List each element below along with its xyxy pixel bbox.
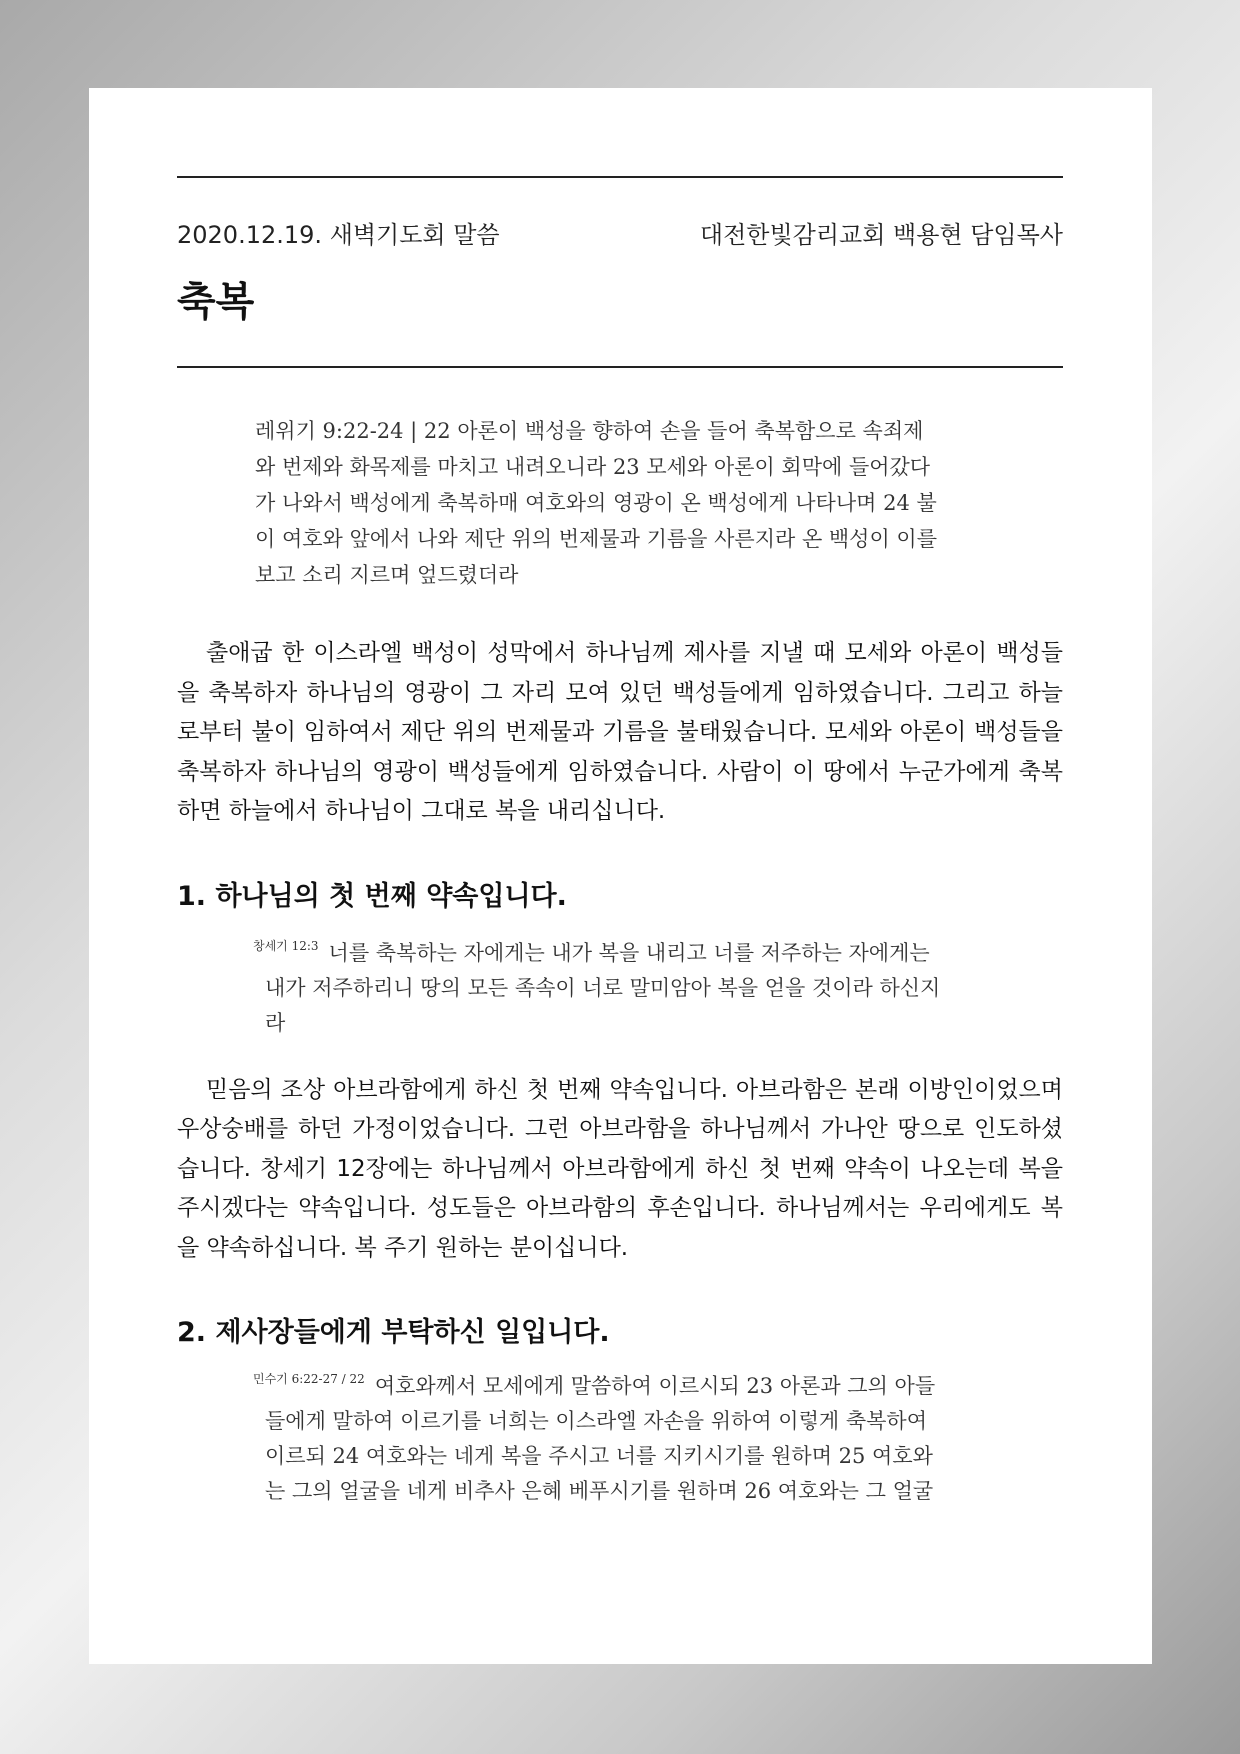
scripture-line: 가 나와서 백성에게 축복하매 여호와의 영광이 온 백성에게 나타나며 24 불	[255, 491, 937, 515]
section-1-verse	[253, 936, 985, 1041]
pastor-title: 담임목사	[970, 221, 1063, 249]
header-left	[177, 220, 500, 250]
page-content	[177, 176, 1063, 1509]
verse-reference: 민수기 6:22-27 / 22	[253, 1372, 365, 1386]
document-header	[177, 220, 1063, 250]
main-scripture	[255, 413, 985, 593]
verse-line: 는 그의 얼굴을 네게 비추사 은혜 베푸시기를 원하며 26 여호와는 그 얼굴	[265, 1479, 934, 1503]
document-page	[89, 88, 1152, 1664]
intro-paragraph: 출애굽 한 이스라엘 백성이 성막에서 하나님께 제사를 지낼 때 모세와 아론이 백성들을 축복하자 하나님의 영광이 그 자리 모여 있던 백성들에게 임하였습니다. 그리고 하늘로부터 불이 임하여서 제단 위의 번제물과 기름을 불태웠습니다. 모세와 아론이 백성들을 축복하자 하나님의 영광이 백성들에게 임하였습니다. 사람이 이 땅에서 누군가에게 축복하면 하늘에서 하나님이 그대로 복을 내리십니다.	[177, 640, 1063, 824]
verse-text: 여호와께서 모세에게 말씀하여 이르시되 23 아론과 그의 아들	[374, 1374, 936, 1398]
service-name: 새벽기도회 말씀	[329, 221, 500, 249]
verse-line: 내가 저주하리니 땅의 모든 족속이 너로 말미암아 복을 얻을 것이라 하신지	[265, 975, 941, 1000]
section-heading-2: 2. 제사장들에게 부탁하신 일입니다.	[177, 1317, 610, 1348]
scripture-line: 보고 소리 지르며 엎드렸더라	[255, 563, 519, 587]
scripture-line: 와 번제와 화목제를 마치고 내려오니라 23 모세와 아론이 회막에 들어갔다	[255, 455, 931, 479]
verse-line	[253, 936, 985, 971]
verse-line: 들에게 말하여 이르기를 너희는 이스라엘 자손을 위하여 이렇게 축복하여	[265, 1409, 927, 1433]
verse-text: 너를 축복하는 자에게는 내가 복을 내리고 너를 저주하는 자에게는	[328, 940, 930, 965]
pastor-name: 백용현	[893, 221, 963, 249]
top-rule	[177, 176, 1063, 178]
church-name: 대전한빛감리교회	[699, 221, 886, 249]
section-heading-1: 1. 하나님의 첫 번째 약속입니다.	[177, 880, 567, 912]
scripture-line: 이 여호와 앞에서 나와 제단 위의 번제물과 기름을 사른지라 온 백성이 이를	[255, 527, 938, 551]
header-right	[700, 220, 1063, 250]
section-2-verse	[253, 1369, 985, 1509]
scripture-line: 레위기 9:22-24 | 22 아론이 백성을 향하여 손을 들어 축복함으로 속죄제	[255, 419, 924, 443]
verse-line: 라	[265, 1010, 286, 1035]
verse-reference: 창세기 12:3	[253, 938, 319, 953]
verse-line: 이르되 24 여호와는 네게 복을 주시고 너를 지키시기를 원하며 25 여호와	[265, 1444, 933, 1468]
verse-line	[253, 1369, 985, 1404]
sermon-title: 축복	[177, 279, 255, 325]
section-1-paragraph: 믿음의 조상 아브라함에게 하신 첫 번째 약속입니다. 아브라함은 본래 이방인이었으며 우상숭배를 하던 가정이었습니다. 그런 아브라함을 하나님께서 가나안 땅으로 인도하셨습니다. 창세기 12장에는 하나님께서 아브라함에게 하신 첫 번째 약속이 나오는데 복을 주시겠다는 약속입니다. 성도들은 아브라함의 후손입니다. 하나님께서는 우리에게도 복을 약속하십니다. 복 주기 원하는 분이십니다.	[177, 1076, 1063, 1261]
title-rule	[177, 366, 1063, 368]
sermon-date: 2020.12.19.	[177, 221, 323, 249]
